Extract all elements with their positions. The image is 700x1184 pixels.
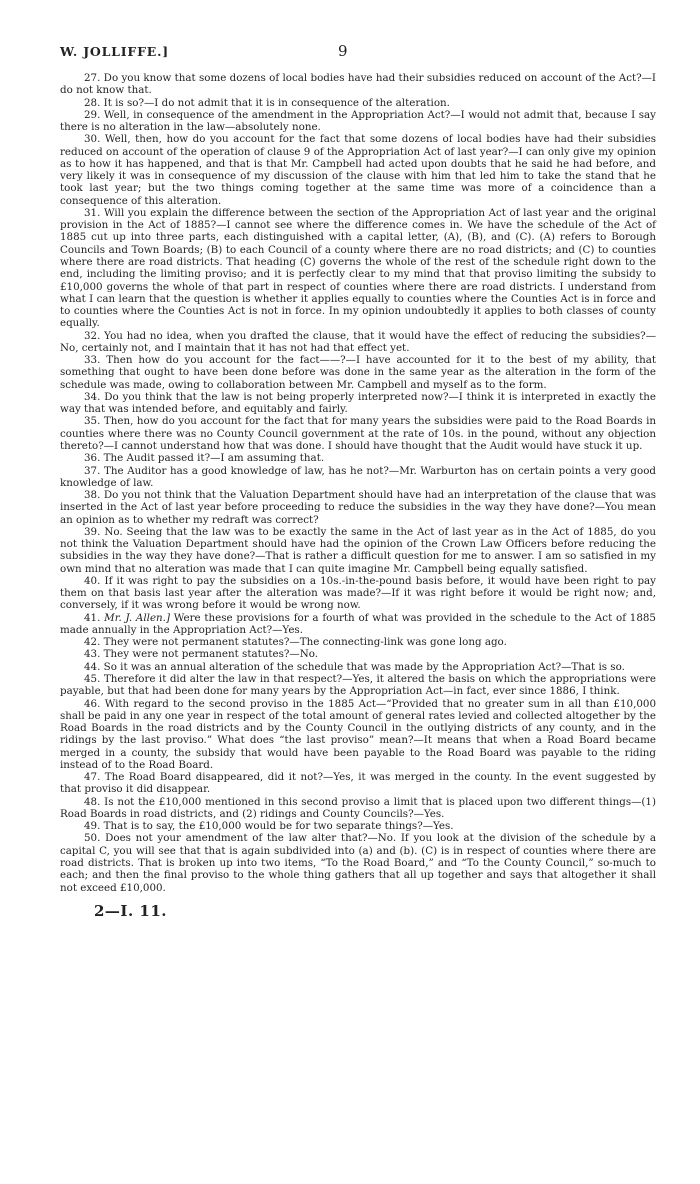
question-35: 35. Then, how do you account for the fact that for many years the subsidies were paid to the Road Boards in counties where there was no County Council government at the rate of 10s. in the pound, without any objection thereto?—I cannot understand how that was done. I should have thought that the Audit would have stuck it up. <box>60 415 656 452</box>
question-33: 33. Then how do you account for the fact——?—I have accounted for it to the best of my ability, that something that ought to have been done before was done in the same year as the alteration in the form of the schedule was made, owing to collaboration between Mr. Campbell and myself as to the form. <box>60 354 656 391</box>
question-49: 49. That is to say, the £10,000 would be for two separate things?—Yes. <box>84 820 454 833</box>
question-42: 42. They were not permanent statutes?—The connecting-link was gone long ago. <box>84 636 507 649</box>
paper-reference: 2—I. 11. <box>94 901 167 920</box>
question-32: 32. You had no idea, when you drafted the clause, that it would have the effect of reducing the subsidies?—No, certainly not, and I maintain that it has not had that effect yet. <box>60 329 656 354</box>
question-45: 45. Therefore it did alter the law in that respect?—Yes, it altered the basis on which the appropriations were payable, but that had been done for many years by the Appropriation Act—in fact, ever since 1886, I think. <box>60 673 656 698</box>
question-48: 48. Is not the £10,000 mentioned in this second proviso a limit that is placed upon two different things—(1) Road Boards in road districts, and (2) ridings and County Councils?—Yes. <box>60 795 656 820</box>
question-46: 46. With regard to the second proviso in the 1885 Act—“Provided that no greater sum in all than £10,000 shall be paid in any one year in respect of the total amount of general rates levied and collected altogether by the Road Boards in the road districts and by the County Council in the outlying districts of any county, and in the ridings by the last proviso.” What does “the last proviso” mean?—It means that when a Road Board became merged in a county, the subsidy that would have been payable to the Road Board was payable to the riding instead of to the Road Board. <box>60 697 656 771</box>
question-29: 29. Well, in consequence of the amendment in the Appropriation Act?—I would not admit that, because I say there is no alteration in the law—absolutely none. <box>60 108 656 134</box>
page-number: 9 <box>338 42 348 60</box>
running-head: W. JOLLIFFE.] <box>60 44 169 59</box>
question-38: 38. Do you not think that the Valuation Department should have had an interpretation of the clause that was inserted in the Act of last year before proceeding to reduce the subsidies in the way they have done?—You mean an opinion as to whether my redraft was correct? <box>60 489 656 526</box>
question-41-number: 41. <box>84 611 101 624</box>
testimony-body <box>60 72 656 894</box>
question-31: 31. Will you explain the difference between the section of the Appropriation Act of last year and the original provision in the Act of 1885?—I cannot see where the difference comes in. We have the schedule of the Act of 1885 cut up into three parts, each distinguished with a capital letter, (A), (B), and (C). (A) refers to Borough Councils and Town Boards; (B) to each Council of a county where there are no road districts; and (C) to counties where there are road districts. That heading (C) governs the whole of the rest of the schedule right down to the end, including the limiting proviso; and it is perfectly clear to my mind that that proviso limiting the subsidy to £10,000 governs the whole of that part in respect of counties where there are road districts. I understand from what I can learn that the question is whether it applies equally to counties where the Counties Act is in force and to counties where the Counties Act is not in force. In my opinion undoubtedly it applies to both classes of county equally. <box>60 206 656 330</box>
question-50: 50. Does not your amendment of the law alter that?—No. If you look at the division of the schedule by a capital C, you will see that that is again subdivided into (a) and (b). (C) is in respect of counties where there are road districts. That is broken up into two items, “To the Road Board,” and “To the County Council,” so-much to each; and then the final proviso to the whole thing gathers that all up together and says that altogether it shall not exceed £10,000. <box>60 832 656 894</box>
question-41-text: Were these provisions for a fourth of what was provided in the schedule to the Act of 1885 made annually in the Appropriation Act?—Yes. <box>60 611 656 636</box>
question-30: 30. Well, then, how do you account for the fact that some dozens of local bodies have had their subsidies reduced on account of the operation of clause 9 of the Appropriation Act of last year?—I can only give my opinion as to how it has happened, and that is that Mr. Campbell had acted upon doubts that he said he had before, and very likely it was in consequence of my discussion of the clause with him that led him to take the stand that he took last year; but the two things coming together at the same time was more of a coincidence than a consequence of this alteration. <box>60 133 656 207</box>
question-34: 34. Do you think that the law is not being properly interpreted now?—I think it is interpreted in exactly the way that was intended before, and equitably and fairly. <box>60 390 656 416</box>
question-36: 36. The Audit passed it?—I am assuming that. <box>84 452 325 465</box>
question-43: 43. They were not permanent statutes?—No. <box>84 648 319 661</box>
question-27: 27. Do you know that some dozens of local bodies have had their subsidies reduced on account of the Act?—I do not know that. <box>60 72 656 97</box>
question-37: 37. The Auditor has a good knowledge of law, has he not?—Mr. Warburton has on certain points a very good knowledge of law. <box>60 464 656 489</box>
question-47: 47. The Road Board disappeared, did it not?—Yes, it was merged in the county. In the event suggested by that proviso it did disappear. <box>60 771 656 796</box>
speaker-label: Mr. J. Allen.] <box>104 611 170 624</box>
question-40: 40. If it was right to pay the subsidies on a 10s.-in-the-pound basis before, it would have been right to pay them on that basis last year after the alteration was made?—If it was right before it would be right now; and, conversely, if it was wrong before it would be wrong now. <box>60 574 656 612</box>
question-41 <box>60 612 656 637</box>
page-header <box>60 44 656 72</box>
question-28: 28. It is so?—I do not admit that it is in consequence of the alteration. <box>84 96 450 109</box>
question-39: 39. No. Seeing that the law was to be exactly the same in the Act of last year as in the Act of 1885, do you not think the Valuation Department should have had the opinion of the Crown Law Officers before reducing the subsidies in the way they have done?—That is rather a difficult question for me to answer. I am so satisfied in my own mind that no alteration was made that I can quite imagine Mr. Campbell being equally satisfied. <box>60 525 656 575</box>
question-44: 44. So it was an annual alteration of the schedule that was made by the Appropriation Act?—That is so. <box>84 660 625 673</box>
